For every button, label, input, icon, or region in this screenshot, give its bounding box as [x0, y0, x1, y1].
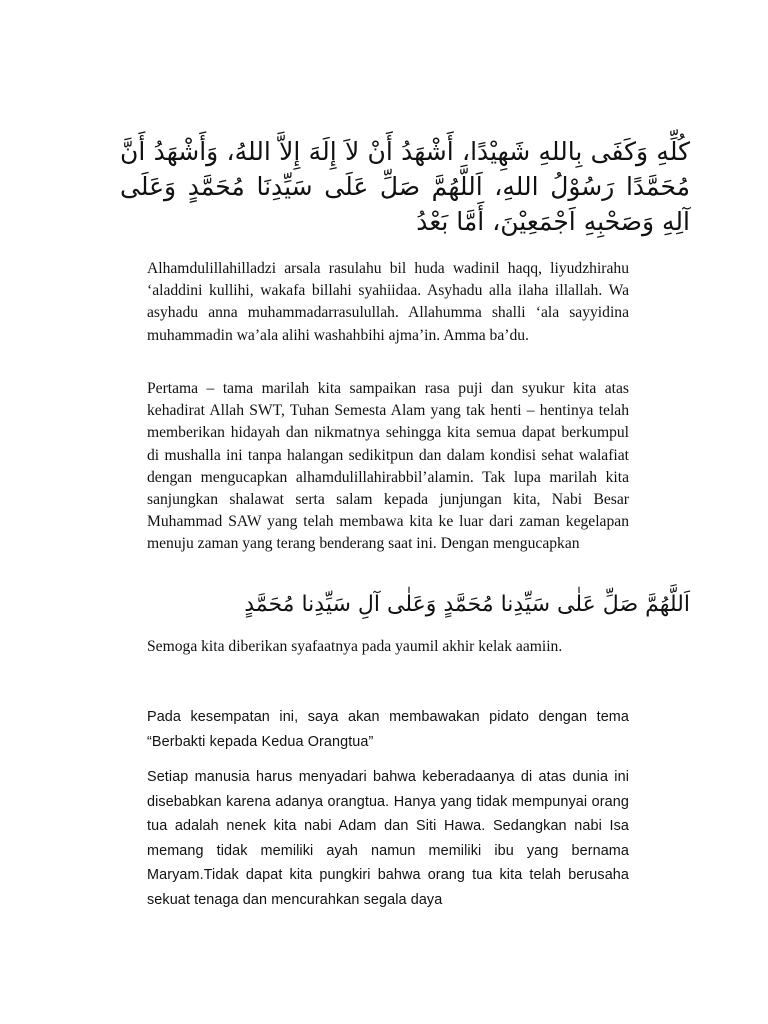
arabic-opening-prayer: كُلِّهِ وَكَفَى بِاللهِ شَهِيْدًا، أَشْهَدُ أَنْ لاَ إِلَهَ إِلاَّ اللهُ، وَأَشْهَدُ أَنَّ مُحَمَّدًا رَسُوْلُ اللهِ، اَللَّهُمَّ صَلِّ عَلَى سَيِّدِنَا مُحَمَّدٍ وَعَلَى آلِهِ وَصَحْبِهِ اَجْمَعِيْنَ، أَمَّا بَعْدُ [120, 137, 690, 236]
transliteration-paragraph: Alhamdulillahilladzi arsala rasulahu bil huda wadinil haqq, liyudzhirahu ‘aladdini kullihi, wakafa billahi syahiidaa. Asyhadu alla ilaha illallah. Wa asyhadu anna muhammadarrasulullah. Allahumma shalli ‘ala sayyidina muhammadin wa’ala alihi washahbihi ajma’in. Amma ba’du. [147, 260, 629, 344]
opening-gratitude-paragraph: Pertama – tama marilah kita sampaikan rasa puji dan syukur kita atas kehadirat Allah SWT, Tuhan Semesta Alam yang tak henti – hentinya telah memberikan hidayah dan nikmatnya sehingga kita semua dapat berkumpul di mushalla ini tanpa halangan sedikitpun dan dalam kondisi sehat walafiat dengan mengucapkan alhamdulillahirabbil’alamin. Tak lupa marilah kita sanjungkan shalawat serta salam kepada junjungan kita, Nabi Besar Muhammad SAW yang telah membawa kita ke luar dari zaman kegelapan menuju zaman yang terang benderang saat ini. Dengan mengucapkan [147, 380, 629, 553]
parents-paragraph: Setiap manusia harus menyadari bahwa keberadaanya di atas dunia ini disebabkan karena adanya orangtua. Hanya yang tidak mempunyai orang tua adalah nenek kita nabi Adam dan Siti Hawa. Sedangkan nabi Isa memang tidak memiliki ayah namun memiliki ibu yang bernama Maryam.Tidak dapat kita pungkiri bahwa orang tua kita telah berusaha sekuat tenaga dan mencurahkan segala daya [147, 769, 629, 908]
speech-theme-paragraph: Pada kesempatan ini, saya akan membawakan pidato dengan tema “Berbakti kepada Kedua Orangtua” [147, 709, 629, 750]
syafaat-paragraph: Semoga kita diberikan syafaatnya pada yaumil akhir kelak aamiin. [147, 638, 563, 655]
arabic-salawat: اَللَّهُمَّ صَلِّ عَلٰى سَيِّدِنا مُحَمَّدٍ وَعَلٰى آلِ سَيِّدِنا مُحَمَّدٍ [244, 592, 690, 617]
